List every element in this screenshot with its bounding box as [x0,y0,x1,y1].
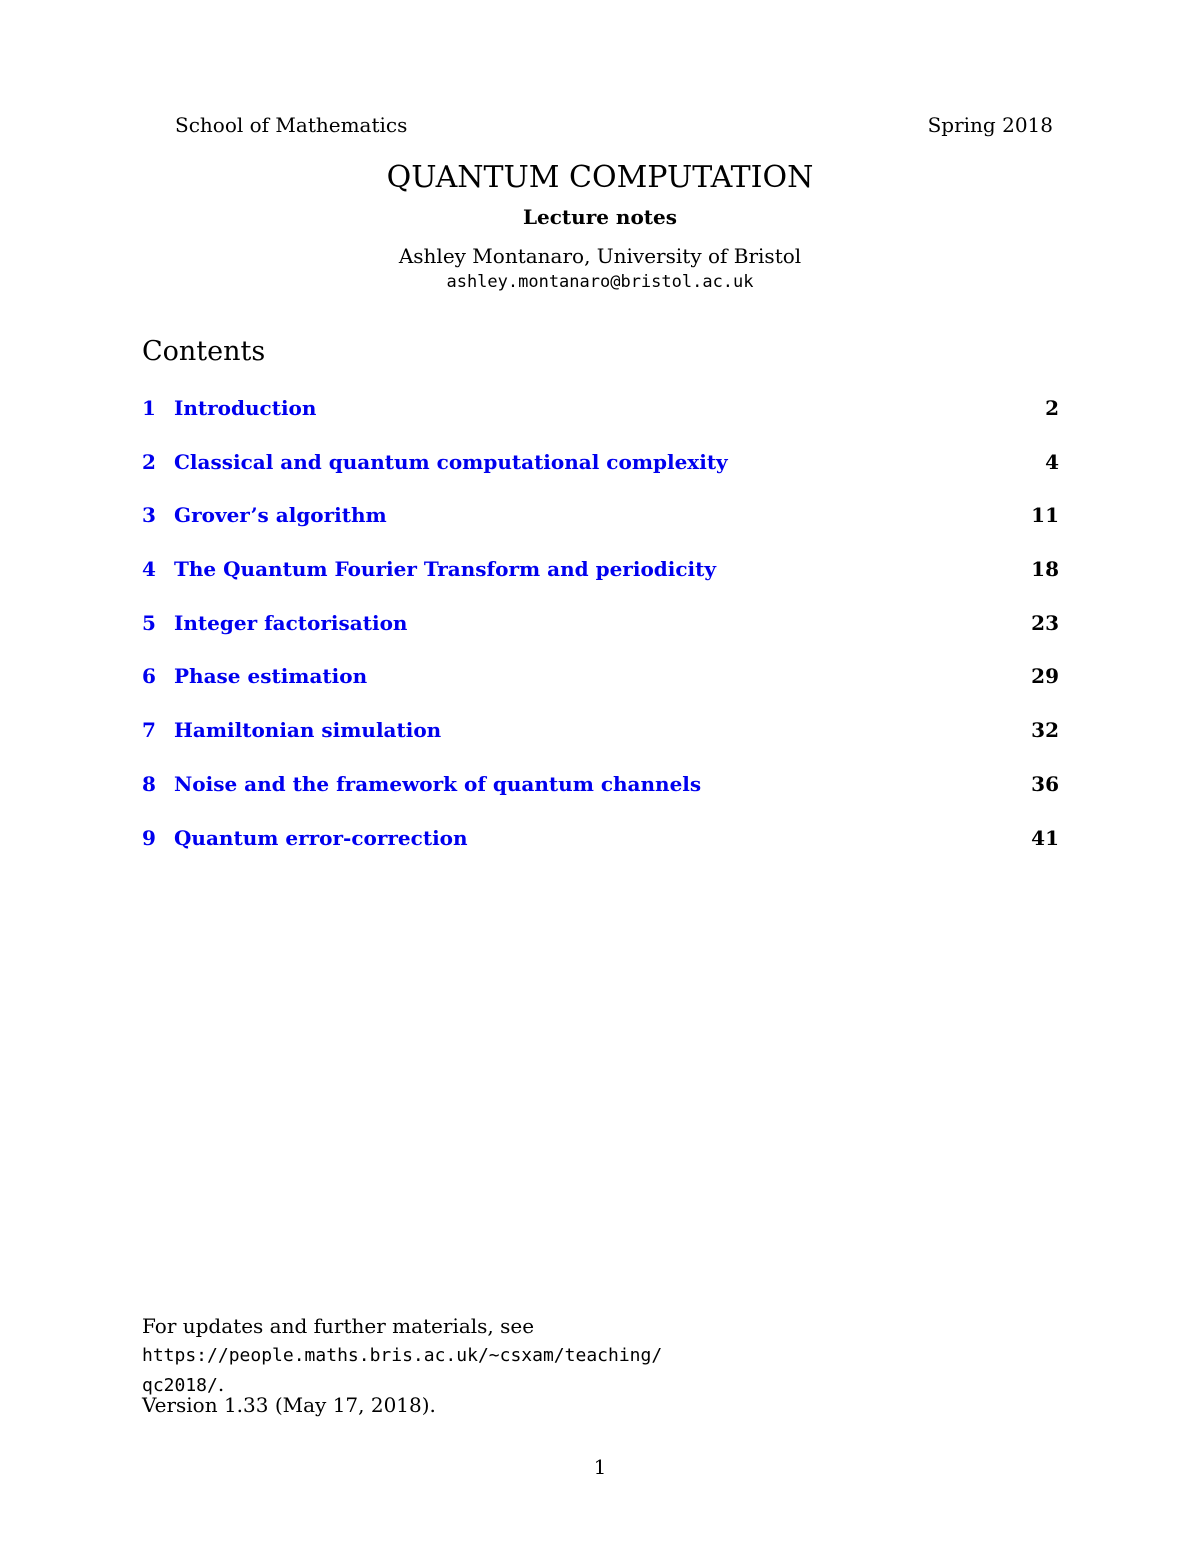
toc-entry-title: Phase estimation [174,664,368,689]
toc-entry-title: Noise and the framework of quantum channels [174,771,702,796]
toc-entry-page: 36 [1031,771,1059,796]
toc-entry-page: 11 [1031,503,1059,528]
author-email: ashley.montanaro@bristol.ac.uk [446,272,754,292]
toc-entry[interactable] [142,810,1059,864]
toc-entry[interactable] [142,595,1059,649]
toc-entry-title: Introduction [174,396,317,420]
footer-url-part1[interactable]: https://people.maths.bris.ac.uk/~csxam/teaching/ [142,1345,663,1366]
toc-entry-title: Integer factorisation [174,610,408,635]
contents-heading: Contents [142,336,266,367]
toc-entry[interactable] [142,756,1059,810]
toc-entry-number: 2 [142,449,156,474]
toc-entry-number: 7 [142,718,156,743]
header-term: Spring 2018 [927,113,1053,137]
toc-entry-title: Quantum error-correction [174,825,468,850]
toc-entry-page: 32 [1031,718,1059,743]
toc-entry-title: The Quantum Fourier Transform and periodicity [174,557,717,582]
toc-entry-number: 1 [142,396,156,420]
toc-entry[interactable] [142,487,1059,541]
toc-entry[interactable] [142,648,1059,702]
toc-entry-page: 23 [1031,610,1059,635]
toc-entry[interactable] [142,380,1059,434]
document-subtitle: Lecture notes [522,205,678,229]
footer-note-suffix: . [217,1372,225,1396]
page-number: 1 [593,1455,607,1479]
toc-entry-title: Grover’s algorithm [174,503,387,528]
toc-entry-page: 2 [1045,396,1059,420]
version-line: Version 1.33 (May 17, 2018). [142,1393,436,1417]
table-of-contents [142,380,1059,863]
toc-entry-number: 8 [142,771,156,796]
toc-entry[interactable] [142,541,1059,595]
toc-entry-number: 4 [142,557,156,582]
footer-note-prefix: For updates and further materials, see [142,1314,535,1338]
footer-url-part2[interactable]: qc2018/ [142,1375,218,1396]
toc-entry-page: 29 [1031,664,1059,689]
toc-entry-page: 41 [1031,825,1059,850]
footer-note [142,1312,1057,1400]
header-school: School of Mathematics [175,113,408,137]
toc-entry-title: Classical and quantum computational complexity [174,449,728,474]
document-title: QUANTUM COMPUTATION [386,160,814,195]
author-line: Ashley Montanaro, University of Bristol [398,244,802,268]
toc-entry[interactable] [142,434,1059,488]
toc-entry-page: 4 [1045,449,1059,474]
toc-entry-title: Hamiltonian simulation [174,718,442,743]
toc-entry-number: 3 [142,503,156,528]
toc-entry-number: 9 [142,825,156,850]
toc-entry-number: 6 [142,664,156,689]
toc-entry-number: 5 [142,610,156,635]
toc-entry[interactable] [142,702,1059,756]
toc-entry-page: 18 [1031,557,1059,582]
